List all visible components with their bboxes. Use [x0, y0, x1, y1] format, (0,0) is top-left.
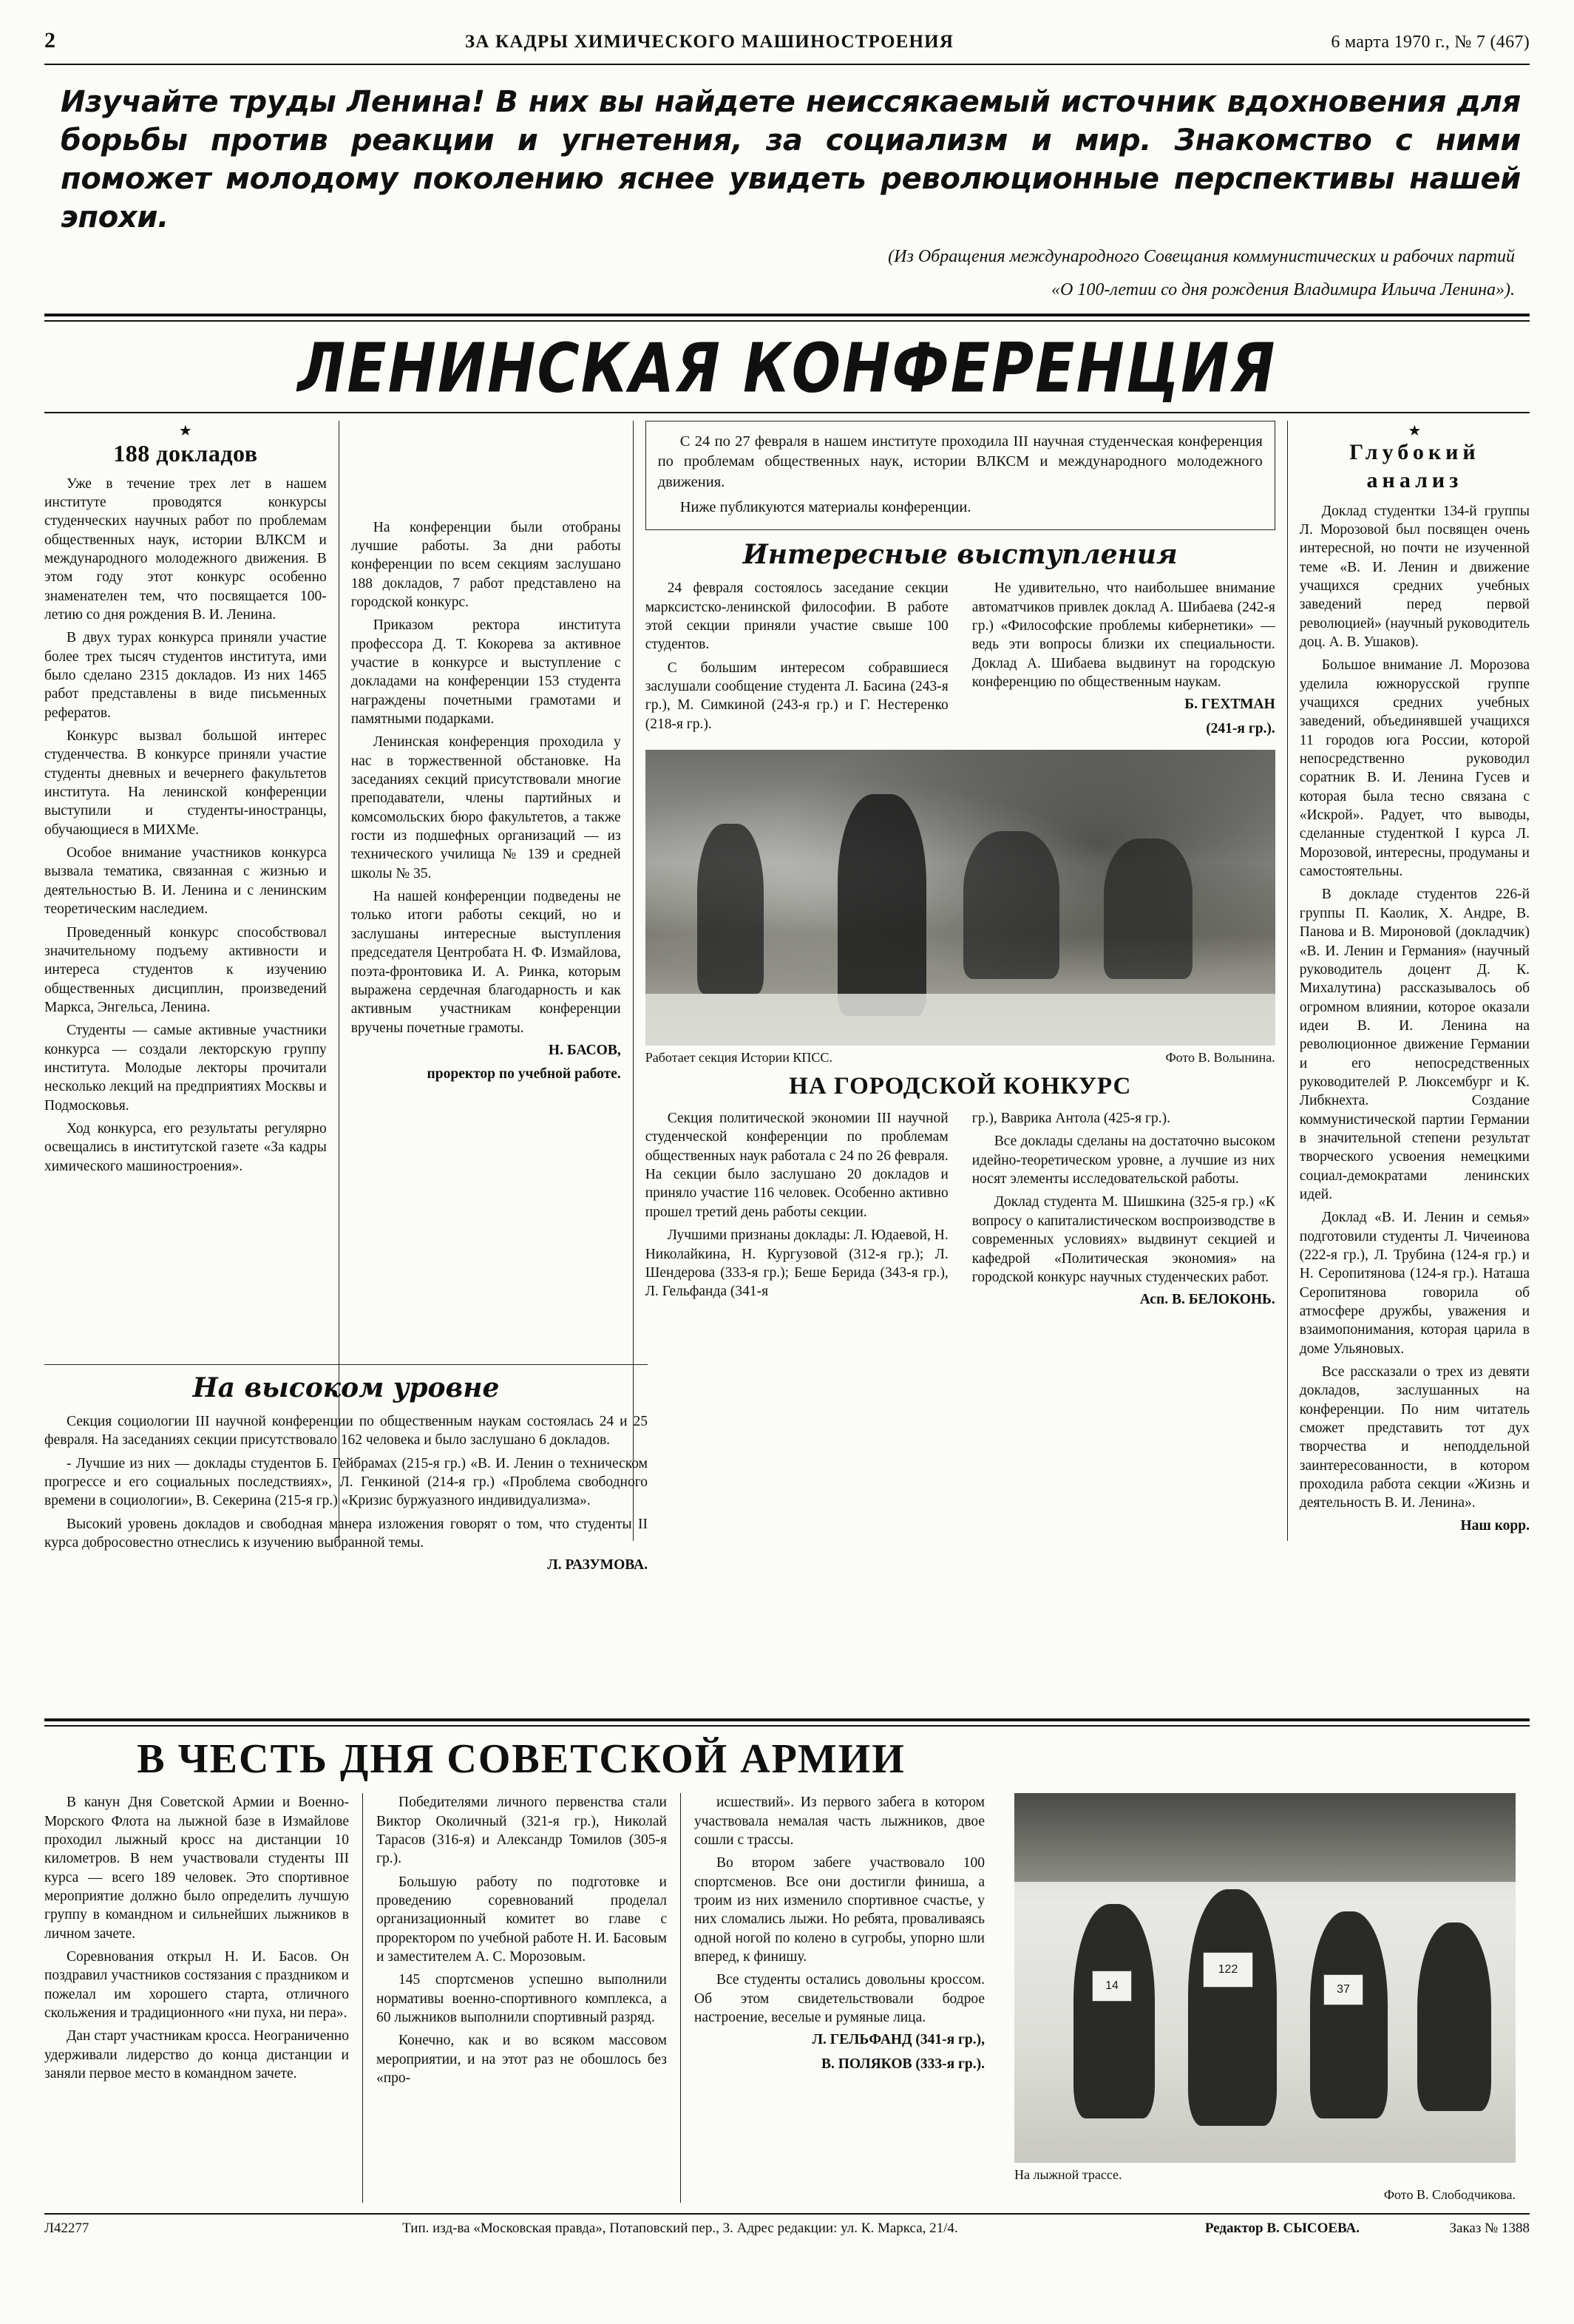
photo-bib-number: 14: [1092, 1971, 1132, 2002]
paragraph: Конечно, как и во всяком массовом мероприятии, и на этот раз не обошлось без «про-: [376, 2033, 667, 2086]
city-contest-col-b: [960, 1109, 1275, 1315]
paragraph: Большое внимание Л. Морозова уделила южнорусской группе учащихся средних учебных заведений, объединявшей учащихся 11 городов юга России, которой непосредственно руководил соратник В. И. Ленина Гусев и которая была тесно связана с «Искрой». Радует, что выводы, сделанные студенткой I курса Л. Морозовой, интересны, продуманы и самостоятельны.: [1299, 657, 1530, 880]
photo-ski-race: [1014, 1793, 1516, 2163]
intro-paragraph-1: С 24 по 27 февраля в нашем институте проходила III научная студенческая конференция по проблемам общественных наук, истории ВЛКСМ и международного молодежного движения.: [657, 433, 1263, 490]
city-contest-col-a: [645, 1109, 960, 1315]
divider-high-level: [44, 1364, 648, 1365]
photo-figure: [838, 794, 926, 1016]
photo-figure: [1104, 839, 1193, 979]
interesting-talks-body: [645, 579, 1275, 744]
heading-city-contest: НА ГОРОДСКОЙ КОНКУРС: [789, 1073, 1132, 1100]
paragraph: В канун Дня Советской Армии и Военно-Морского Флота на лыжной базе в Измайлове проходил лыжный кросс на дистанции 10 километров. В нем участвовали студенты III курса — всего 189 человек. Это спортивное мероприятие должно было определить лучшую группу в командном и сильнейших лыжников в личном зачете.: [44, 1795, 349, 1942]
paragraph: С большим интересом собравшиеся заслушали сообщение студента Л. Басина (243-я гр.), М. Симкиной (243-я гр.) и Г. Нестеренко (218-я гр.).: [645, 660, 949, 732]
conference-headline: ЛЕНИНСКАЯ КОНФЕРЕНЦИЯ: [297, 329, 1277, 408]
paragraph: На нашей конференции подведены не только итоги работы секций, но и заслушаны интересные выступления председателя Центробата Н. Ф. Измайлова, поэта-фронтовика И. А. Ринка, которым выражена сердечная благодарность и как активным участникам конференции вручены почетные грамоты.: [350, 889, 621, 1036]
photo-figure: [963, 831, 1059, 979]
paragraph: Большую работу по подготовке и проведению соревнований проделал организационный комитет во главе с проректором по учебной работе Н. И. Басовым и заместителем А. С. Морозовым.: [376, 1874, 667, 1965]
paragraph: Доклад «В. И. Ленин и семья» подготовили студенты Л. Чичеинова (222-я гр.), Л. Трубина (124-я гр.) и Н. Серопитянова (124-я гр.). Наташа Серопитянова говорила об атмосфере дружбы, уважения и взаимопонимания, которая царила в доме Ульяновых.: [1299, 1210, 1530, 1357]
column-center: [633, 421, 1287, 1542]
paragraph: Дан старт участникам кросса. Неограниченно удерживали лидерство до конца дистанции и заняли первое место в командном зачете.: [44, 2028, 349, 2081]
army-col-1: [44, 1793, 362, 2203]
paragraph: Все рассказали о трех из девяти докладов, заслушанных на конференции. По ним читатель сможет представить тот дух творчества и неподдельной заинтересованности, в котором проходила работа секции «Жизнь и деятельность В. И. Ленина».: [1299, 1364, 1530, 1511]
photo-bib-number: 122: [1203, 1952, 1253, 1988]
byline-polyakov: В. ПОЛЯКОВ (333-я гр.).: [821, 2056, 985, 2072]
photo-caption-ski: [1014, 2167, 1516, 2183]
army-photo-col: [998, 1793, 1516, 2203]
byline-our-correspondent: Наш корр.: [1460, 1517, 1530, 1534]
divider-double: [44, 314, 1530, 322]
paragraph: Все студенты остались довольны кроссом. Об этом свидетельствовали бодрое настроение, веселые и румяные лица.: [694, 1972, 985, 2025]
paragraph: Высокий уровень докладов и свободная манера изложения говорят о том, что студенты II курса добросовестно отнеслись к изучению выбранной темы.: [44, 1516, 648, 1551]
photo-skier: [1417, 1922, 1491, 2111]
photo-caption-history: [645, 1050, 1275, 1066]
photo-credit: Фото В. Волынина.: [1165, 1050, 1275, 1066]
divider-top: [44, 64, 1530, 65]
byline-belokon: Асп. В. БЕЛОКОНЬ.: [1139, 1292, 1275, 1308]
paragraph: 145 спортсменов успешно выполнили нормативы военно-спортивного комплекса, а 60 лыжников выполнили спортивный разряд.: [376, 1972, 667, 2025]
paragraph: - Лучшие из них — доклады студентов Б. Гейбрамах (215-я гр.) «В. И. Ленин о техническом прогрессе и его социальных последствиях», Л. Генкиной (214-я гр.) «Проблема свободного времени в социологии», В. Секерина (215-я гр.) «Кризис буржуазного индивидуализма».: [44, 1455, 648, 1509]
paragraph: Победителями личного первенства стали Виктор Околичный (321-я гр.), Николай Тарасов (316-я) и Александр Томилов (305-я гр.).: [376, 1795, 667, 1867]
army-body: [44, 1793, 1530, 2203]
heading-deep-analysis-2: анализ: [1366, 467, 1463, 492]
column-deep-analysis: [1287, 421, 1530, 1542]
paragraph: 24 февраля состоялось заседание секции марксистско-ленинской философии. В работе этой секции приняли участие свыше 100 студентов.: [645, 580, 949, 653]
paragraph: Доклад студента М. Шишкина (325-я гр.) «К вопросу о капиталистическом воспроизводстве в современных условиях» выдвинут секцией и кафедрой «Политическая экономия» на городской конкурс научных студенческих работ.: [971, 1194, 1275, 1285]
paragraph: Студенты — самые активные участники конкурса — создали лекторскую группу института. Молодые лекторы прочитали несколько лекций на предприятиях Москвы и Подмосковья.: [44, 1023, 327, 1114]
footer: [44, 2215, 1530, 2237]
photo-treeline: [1014, 1793, 1516, 1882]
paragraph: Секция социологии III научной конференции по общественным наукам состоялась 24 и 25 февраля. На заседаниях секции присутствовало 162 человека и было заслушано 6 докладов.: [44, 1414, 648, 1449]
issue-info: 6 марта 1970 г., № 7 (467): [1331, 33, 1530, 52]
paragraph: На конференции были отобраны лучшие работы. За дни работы конференции по всем секциям заслушано 188 докладов, 7 работ представлено на городской конкурс.: [350, 519, 621, 610]
paragraph: Особое внимание участников конкурса вызвала тематика, связанная с жизнью и деятельностью В. И. Ленина и с ленинским теоретическим наследием.: [44, 845, 327, 918]
photo-credit: Фото В. Слободчикова.: [1383, 2187, 1516, 2203]
paragraph: исшествий». Из первого забега в котором участвовала немалая часть лыжников, двое сошли с трассы.: [694, 1795, 985, 1848]
slogan-source-line-1: (Из Обращения международного Совещания коммунистических и рабочих партий: [888, 247, 1515, 266]
paragraph: В двух турах конкурса приняли участие более трех тысяч студентов института, ими было сделано 2315 докладов. Из них 1465 работ представлены в виде письменных рефератов.: [44, 630, 327, 721]
paragraph: Во втором забеге участвовало 100 спортсменов. Все они достигли финиша, а троим из них изменило спортивное счастье, у них сломались лыжи. Но ребята, проваливаясь одной ногой по колено в сугробы, упорно шли вперед, к финишу.: [694, 1855, 985, 1965]
paragraph: Конкурс вызвал большой интерес студенчества. В конкурсе приняли участие студенты дневных и вечернего факультетов института. На ленинской конференции выступили и студенты-иностранцы, обучающиеся в МИХМе.: [44, 728, 327, 838]
print-code: Л42277: [44, 2220, 89, 2237]
page-number: 2: [44, 28, 55, 52]
conference-intro-box: [645, 421, 1275, 531]
byline-gekhtman-name: Б. ГЕХТМАН: [1184, 697, 1275, 713]
heading-army-day: В ЧЕСТЬ ДНЯ СОВЕТСКОЙ АРМИИ: [137, 1736, 906, 1783]
photo-caption-text: Работает секция Истории КПСС.: [645, 1050, 832, 1066]
byline-basov-name: Н. БАСОВ,: [548, 1042, 621, 1058]
photo-skier: [1310, 1911, 1388, 2118]
photo-history-section: [645, 750, 1275, 1046]
lead-slogan: Изучайте труды Ленина! В них вы найдете неиссякаемый источник вдохновения для борьбы против реакции и угнетения, за социализм и мир. Знакомство с ними поможет молодому поколению яснее увидеть революционные перспективы нашей эпохи.: [61, 85, 1521, 234]
paragraph: Секция политической экономии III научной студенческой конференции по проблемам общественных наук работала с 24 по 26 февраля. На секции было заслушано 20 докладов и приняло участие 116 человек. Особенно активно прошел третий день работы секции.: [645, 1111, 949, 1220]
photo-skier: [1188, 1889, 1277, 2126]
high-level-col: [44, 1412, 648, 1581]
paragraph: Все доклады сделаны на достаточно высоком идейно-теоретическом уровне, а лучшие из них носят элементы исследовательской работы.: [971, 1134, 1275, 1188]
paragraph: В докладе студентов 226-й группы П. Каолик, Х. Андре, В. Панова и В. Мироновой (докладчик) «В. И. Ленин и Германия» (научный руководитель доцент Д. К. Михалутина) рассказывалось об огромном влиянии, которое оказали идеи В. И. Ленина на революционное движение Германии и его непосредственных руководителей Р. Люксембург и К. Либкнехта. Создание коммунистической партии Германии в значительной степени результат творческого усвоения немецкими социал-демократами ленинских идей.: [1299, 887, 1530, 1202]
star-ornament-right: ★: [1408, 422, 1422, 439]
slogan-source-line-2: «О 100-летии со дня рождения Владимира Ильича Ленина»).: [1051, 280, 1515, 299]
heading-deep-analysis-1: Глубокий: [1349, 439, 1480, 464]
photo-skier: [1073, 1904, 1155, 2118]
paragraph: Приказом ректора института профессора Д. Т. Кокорева за активное участие в конкурсе и выступление с докладами на конференции 153 студента награждены почетными грамотами и памятными подарками.: [350, 617, 621, 728]
intro-paragraph-2: Ниже публикуются материалы конференции.: [679, 498, 971, 515]
city-contest-body: [645, 1109, 1275, 1315]
paragraph: Ленинская конференция проходила у нас в торжественной обстановке. На заседаниях секций присутствовали многие преподаватели, члены партийных и комсомольских бюро факультетов, а также гости из подшефных организаций — из технического училища № 139 и средней школы № 35.: [350, 734, 621, 881]
byline-gelfand: Л. ГЕЛЬФАНД (341-я гр.),: [812, 2032, 985, 2048]
paper-title: ЗА КАДРЫ ХИМИЧЕСКОГО МАШИНОСТРОЕНИЯ: [464, 32, 954, 52]
heading-188-reports: 188 докладов: [113, 439, 258, 467]
paragraph: Уже в течение трех лет в нашем институте проводятся конкурсы студенческих научных работ по проблемам общественных наук, истории ВЛКСМ и международного молодежного движения. В этом году этот конкурс особенно знаменателен тем, что посвящается 100-летию со дня рождения В. И. Ленина.: [44, 475, 327, 623]
paragraph: Проведенный конкурс способствовал значительному подъему активности и интереса студентов к изучению общественных дисциплин, произведений Маркса, Энгельса, Ленина.: [44, 924, 327, 1015]
paragraph: Соревнования открыл Н. И. Басов. Он поздравил участников состязания с праздником и пожелал им хорошего старта, отличного скольжения и традиционного «ни пуха, ни пера».: [44, 1948, 349, 2021]
masthead: [44, 28, 1530, 58]
heading-interesting-talks: Интересные выступления: [742, 539, 1178, 571]
editor-name: Редактор В. СЫСОЕВА.: [1204, 2220, 1360, 2237]
army-col-3: [680, 1793, 998, 2203]
heading-high-level: На высоком уровне: [192, 1372, 500, 1403]
paragraph: гр.), Ваврика Антола (425-я гр.).: [971, 1111, 1170, 1127]
imprint-text: Тип. изд-ва «Московская правда», Потаповский пер., 3. Адрес редакции: ул. К. Маркса, 21/4.: [402, 2220, 958, 2237]
byline-basov-role: проректор по учебной работе.: [427, 1066, 621, 1083]
section-army-day: [44, 1735, 1530, 2203]
byline-razumova: Л. РАЗУМОВА.: [547, 1557, 648, 1573]
photo-figure: [697, 824, 764, 994]
divider-before-army: [44, 1718, 1530, 1727]
paragraph: Доклад студентки 134-й группы Л. Морозовой был посвящен очень интересной, но почти не изученной теме «В. И. Ленин и движение учащихся средних учебных заведений перед первой революцией» (научный руководитель доц. А. В. Ушаков).: [1299, 503, 1530, 650]
section-high-level: [44, 1364, 648, 1581]
photo-table: [645, 994, 1275, 1046]
paragraph: Лучшими признаны доклады: Л. Юдаевой, Н. Николайкина, Н. Кургузовой (312-я гр.); Л. Шендерова (333-я гр.); Беше Берида (343-я гр.), Л. Гельфанда (341-я: [645, 1227, 949, 1300]
interesting-col-b: [960, 579, 1275, 744]
paragraph: Ход конкурса, его результаты регулярно освещались в институтской газете «За кадры химического машиностроения».: [44, 1120, 327, 1174]
interesting-col-a: [645, 579, 960, 744]
star-ornament-left: ★: [178, 422, 192, 439]
army-col-2: [362, 1793, 680, 2203]
photo-caption-text: На лыжной трассе.: [1014, 2167, 1122, 2183]
byline-gekhtman-group: (241-я гр.).: [1206, 720, 1275, 736]
photo-bib-number: 37: [1323, 1974, 1363, 2005]
paragraph: Не удивительно, что наибольшее внимание автоматчиков привлек доклад А. Шибаева (242-я гр.) «Философские проблемы кибернетики» — ведь эти вопросы близки их специальности. Доклад А. Шибаева выдвинут на городскую конференцию по общественным наукам.: [971, 580, 1275, 690]
order-number: Заказ № 1388: [1449, 2220, 1530, 2237]
high-level-body: [44, 1412, 648, 1581]
